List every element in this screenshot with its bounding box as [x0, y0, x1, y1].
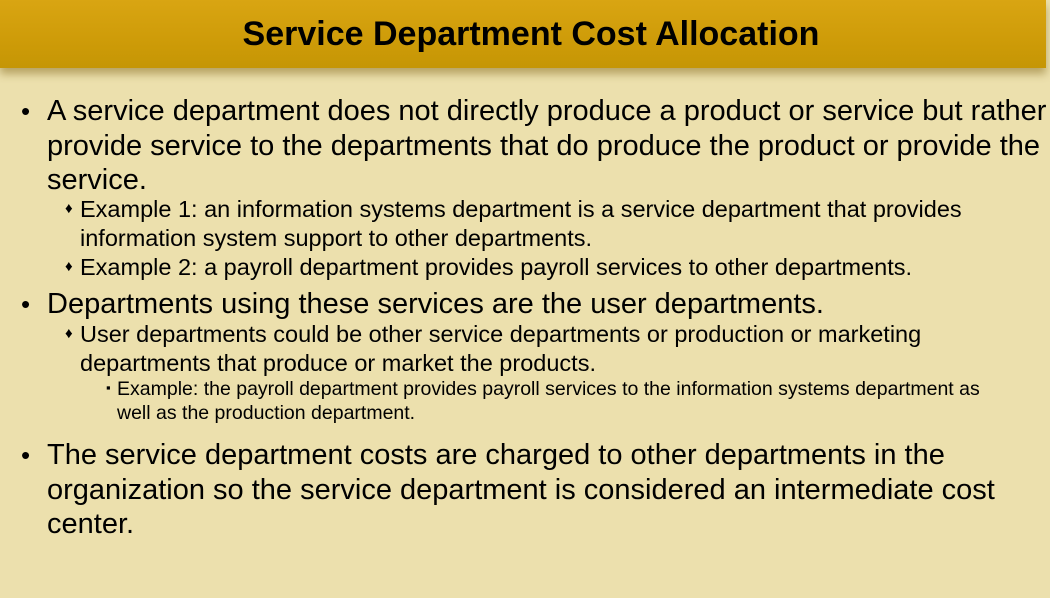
diamond-marker: ♦ [65, 258, 73, 275]
bullet-marker: • [21, 96, 31, 126]
sub-bullet-text: User departments could be other service departments or production or marketing departments that produce or market the products. [80, 321, 922, 376]
bullet-marker: • [21, 289, 31, 319]
bullet-text: A service department does not directly produce a product or service but rather provide service to the departments that do produce the product or provide the service. [47, 95, 1047, 196]
bullet-item-1 [21, 94, 1047, 198]
diamond-marker: ♦ [65, 200, 73, 217]
bullet-text: The service department costs are charged to other departments in the organization so the service department is considered an intermediate cost center. [47, 439, 995, 540]
diamond-marker: ♦ [65, 325, 73, 342]
bullet-item-3 [21, 438, 1047, 542]
sub-bullet-text: Example 2: a payroll department provides payroll services to other departments. [80, 254, 913, 280]
square-marker: ▪ [106, 380, 111, 395]
sub-sub-bullet-text: Example: the payroll department provides payroll services to the information systems department as well as the production department. [117, 378, 980, 424]
page-margin [1050, 0, 1062, 598]
bullet-marker: • [21, 440, 31, 470]
bullet-item-2 [21, 287, 1047, 322]
sub-sub-bullet-item-1 [106, 377, 1017, 425]
sub-bullet-item-2 [65, 253, 1045, 282]
sub-bullet-item-3 [65, 320, 1045, 377]
bullet-text: Departments using these services are the user departments. [47, 288, 824, 320]
slide-title: Service Department Cost Allocation [242, 15, 820, 53]
sub-bullet-text: Example 1: an information systems department is a service department that provides information system support to other departments. [80, 196, 962, 251]
sub-bullet-item-1 [65, 195, 1045, 252]
